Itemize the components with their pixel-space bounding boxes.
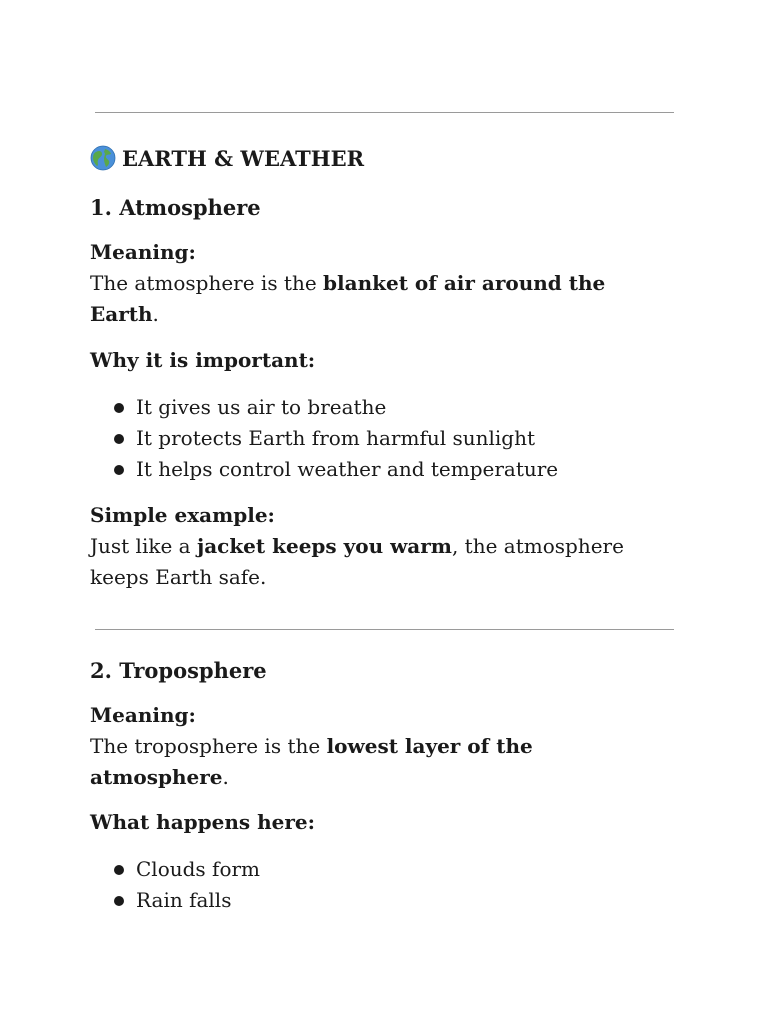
list-item xyxy=(112,854,260,885)
list-item xyxy=(112,423,558,454)
atmosphere-example-text xyxy=(90,531,640,593)
bullet-dot-icon xyxy=(114,465,124,475)
bullet-dot-icon xyxy=(114,865,124,875)
atmosphere-meaning-text xyxy=(90,268,630,330)
atmosphere-meaning-post: . xyxy=(152,302,159,326)
list-item xyxy=(112,885,260,916)
atmosphere-meaning-pre: The atmosphere is the xyxy=(90,271,324,295)
list-item-text: Clouds form xyxy=(136,857,261,881)
atmosphere-example-post: , the atmosphere keeps Earth safe. xyxy=(90,534,624,589)
atmosphere-meaning xyxy=(90,237,690,330)
section-title-row xyxy=(90,143,690,175)
list-item xyxy=(112,454,558,485)
list-item xyxy=(112,392,558,423)
section-title: EARTH & WEATHER xyxy=(122,146,365,171)
divider xyxy=(95,629,674,630)
troposphere-meaning-label: Meaning: xyxy=(90,703,196,727)
atmosphere-meaning-label: Meaning: xyxy=(90,240,196,264)
atmosphere-example xyxy=(90,500,690,593)
troposphere-meaning xyxy=(90,700,690,793)
troposphere-heading: 2. Troposphere xyxy=(90,658,267,683)
list-item-text: Rain falls xyxy=(136,888,232,912)
troposphere-happens-list xyxy=(112,854,260,916)
atmosphere-example-bold: jacket keeps you warm xyxy=(196,534,452,558)
atmosphere-meaning-bold: blanket of air around the Earth xyxy=(90,271,606,326)
troposphere-meaning-text xyxy=(90,731,570,793)
troposphere-meaning-post: . xyxy=(222,765,229,789)
bullet-dot-icon xyxy=(114,896,124,906)
troposphere-happens-label: What happens here: xyxy=(90,810,316,834)
troposphere-meaning-bold: lowest layer of the atmosphere xyxy=(90,734,533,789)
list-item-text: It gives us air to breathe xyxy=(136,395,387,419)
divider xyxy=(95,112,674,113)
atmosphere-importance-list xyxy=(112,392,558,485)
globe-icon xyxy=(90,145,116,171)
list-item-text: It helps control weather and temperature xyxy=(136,457,559,481)
bullet-dot-icon xyxy=(114,434,124,444)
atmosphere-heading: 1. Atmosphere xyxy=(90,195,261,220)
atmosphere-importance-label: Why it is important: xyxy=(90,348,316,372)
troposphere-meaning-pre: The troposphere is the xyxy=(90,734,327,758)
list-item-text: It protects Earth from harmful sunlight xyxy=(136,426,536,450)
bullet-dot-icon xyxy=(114,403,124,413)
atmosphere-example-pre: Just like a xyxy=(90,534,197,558)
atmosphere-example-label: Simple example: xyxy=(90,503,275,527)
